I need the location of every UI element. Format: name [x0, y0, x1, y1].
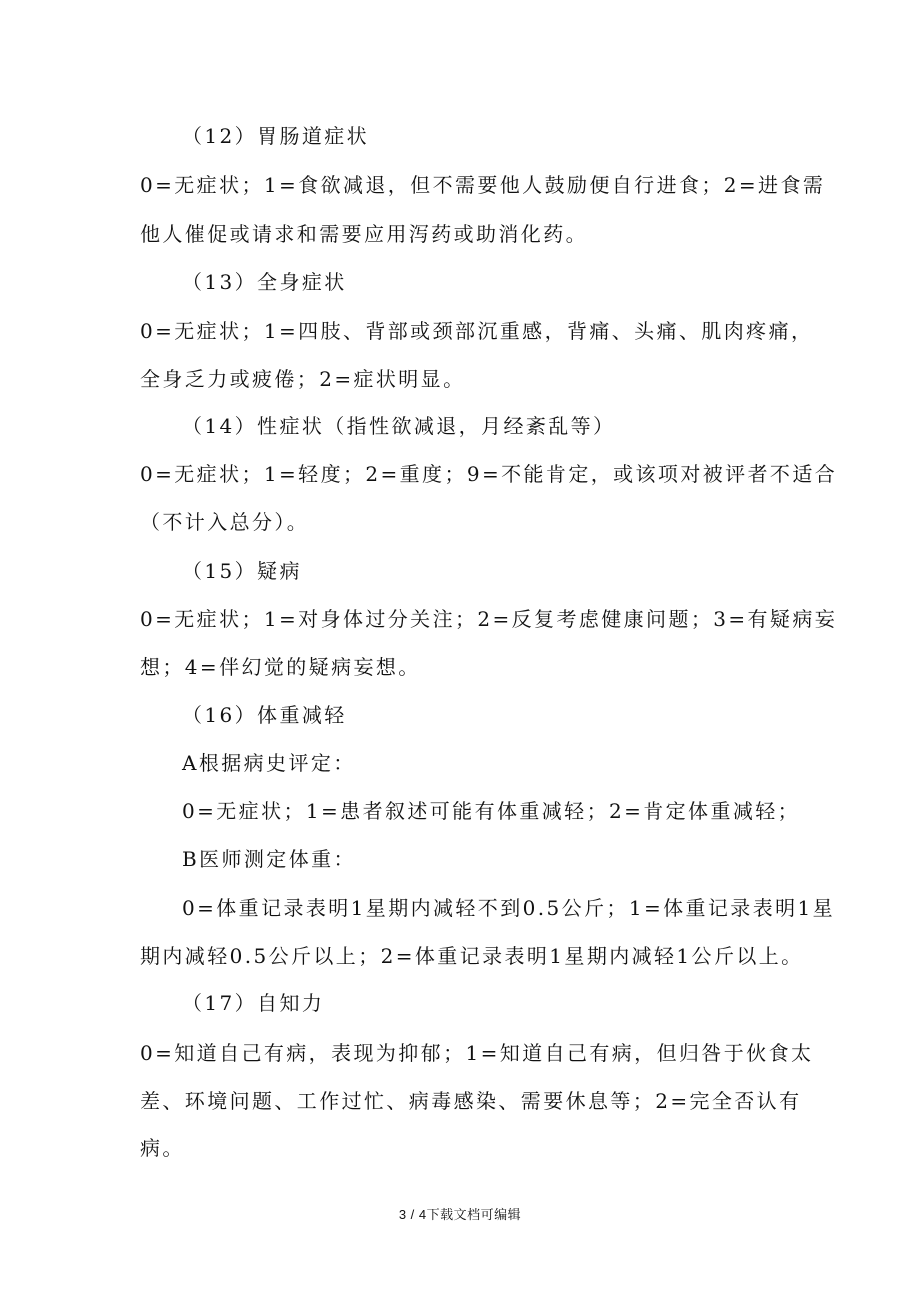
section-17-body-line-3: 病。	[140, 1136, 185, 1160]
section-16-sub-a-body: 0=无症状；1=患者叙述可能有体重减轻；2=肯定体重减轻；	[182, 799, 801, 823]
section-16-heading: （16）体重减轻	[182, 703, 347, 727]
section-14-body-line-1: 0=无症状；1=轻度；2=重度；9=不能肯定，或该项对被评者不适合	[140, 462, 838, 486]
section-13-body-line-1: 0=无症状；1=四肢、背部或颈部沉重感，背痛、头痛、肌肉疼痛，	[140, 319, 814, 343]
section-13-body-line-2: 全身乏力或疲倦；2=症状明显。	[140, 367, 466, 391]
section-12-body-line-1: 0=无症状；1=食欲减退，但不需要他人鼓励便自行进食；2=进食需	[140, 173, 826, 197]
section-15-heading: （15）疑病	[182, 559, 302, 583]
section-14-heading: （14）性症状（指性欲减退，月经紊乱等）	[182, 414, 616, 438]
section-17-heading: （17）自知力	[182, 991, 325, 1015]
section-15-body-line-1: 0=无症状；1=对身体过分关注；2=反复考虑健康问题；3=有疑病妄	[140, 607, 838, 631]
section-16-sub-a-heading: A根据病史评定：	[182, 751, 356, 775]
section-17-body-line-1: 0=知道自己有病，表现为抑郁；1=知道自己有病，但归咎于伙食太	[140, 1041, 814, 1065]
section-17-body-line-2: 差、环境问题、工作过忙、病毒感染、需要休息等；2=完全否认有	[140, 1089, 802, 1113]
section-16-sub-b-body-line-2: 期内减轻0.5公斤以上；2=体重记录表明1星期内减轻1公斤以上。	[140, 944, 804, 968]
section-14-body-line-2: （不计入总分）。	[140, 510, 310, 534]
section-16-sub-b-body-line-1: 0=体重记录表明1星期内减轻不到0.5公斤；1=体重记录表明1星	[182, 896, 836, 920]
section-16-sub-b-heading: B医师测定体重：	[182, 847, 356, 871]
section-13-heading: （13）全身症状	[182, 270, 347, 294]
section-12-body-line-2: 他人催促或请求和需要应用泻药或助消化药。	[140, 222, 588, 246]
page-footer-indicator: 3 / 4下载文档可编辑	[398, 1207, 522, 1222]
section-15-body-line-2: 想；4=伴幻觉的疑病妄想。	[140, 655, 421, 679]
section-12-heading: （12）胃肠道症状	[182, 124, 370, 148]
